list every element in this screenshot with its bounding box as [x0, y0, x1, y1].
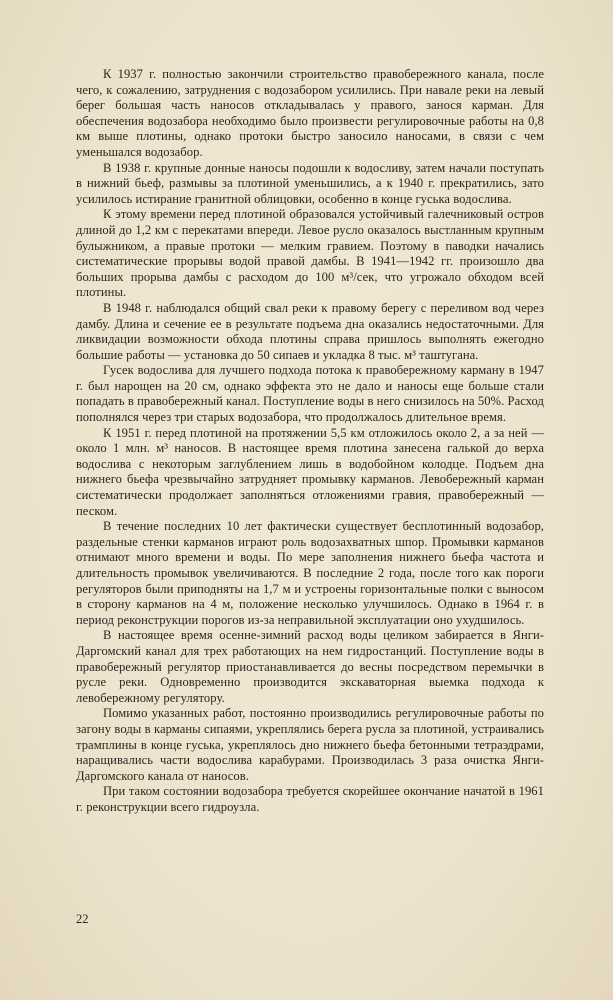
paragraph-8: В настоящее время осенне-зимний расход воды целиком забирается в Янги-Даргомский канал для трех работающих на нем гидростанций. Поступление воды в правобережный регулятор приостанавливается до весны посредством перемычки в русле реки. Одновременно производится экскаваторная выемка подхода к левобережному регулятору.: [76, 628, 544, 705]
paragraph-1: К 1937 г. полностью закончили строительство правобережного канала, после чего, к сожалению, затруднения с водозабором усилились. При навале реки на левый берег большая часть наносов откладывалась у правого, занося карман. Для обеспечения водозабора необходимо было произвести регулировочные работы на 0,8 км выше плотины, однако протоки быстро заносило наносами, в связи с чем уменьшался водозабор.: [76, 67, 544, 159]
body-text: [76, 67, 544, 816]
paragraph-9: Помимо указанных работ, постоянно производились регулировочные работы по загону воды в карманы сипаями, укреплялись берега русла за плотиной, устраивались трамплины в конце гуська, укреплялось дно нижнего бьефа бетонными тетраэдрами, наращивались части водослива карабурами. Производилась 3 раза очистка Янги-Даргомского канала от наносов.: [76, 706, 544, 783]
paragraph-10: При таком состоянии водозабора требуется скорейшее окончание начатой в 1961 г. реконструкции всего гидроузла.: [76, 784, 544, 814]
paragraph-7: В течение последних 10 лет фактически существует бесплотинный водозабор, раздельные стенки карманов играют роль водозахватных шпор. Промывки карманов отнимают много времени и воды. По мере заполнения нижнего бьефа частота и длительность промывок увеличиваются. В последние 2 года, после того как пороги регуляторов были приподняты на 1,7 м и устроены горизонтальные полки с выносом в сторону карманов на 4 м, положение несколько улучшилось. Однако в 1964 г. в период реконструкции порогов из-за неправильной эксплуатации оно ухудшилось.: [76, 519, 544, 627]
paragraph-4: В 1948 г. наблюдался общий свал реки к правому берегу с переливом вод через дамбу. Длина и сечение ее в результате подъема дна оказались недостаточными. Для ликвидации возможности обхода плотины справа пришлось выполнять ежегодно большие работы — установка до 50 сипаев и укладка 8 тыс. м³ таштугана.: [76, 300, 544, 362]
page-number: 22: [76, 912, 89, 926]
paragraph-5: Гусек водослива для лучшего подхода потока к правобережному карману в 1947 г. был нарощен на 20 см, однако эффекта это не дало и наносы еще больше стали попадать в правобережный канал. Поступление воды в него снизилось на 50%. Расход пополнялся через три старых водозабора, что продолжалось длительное время.: [76, 363, 544, 425]
paragraph-6: К 1951 г. перед плотиной на протяжении 5,5 км отложилось около 2, а за ней — около 1 млн. м³ наносов. В настоящее время плотина занесена галькой до верха водослива с некоторым заглублением лишь в водобойном колодце. Подъем дна нижнего бьефа чрезвычайно затрудняет промывку карманов. Левобережный карман систематически продолжает заполняться отложениями гравия, правобережный — песком.: [76, 425, 544, 518]
paragraph-3: К этому времени перед плотиной образовался устойчивый галечниковый остров длиной до 1,2 км с перекатами впереди. Левое русло оказалось выстланным крупным булыжником, а правые протоки — мелким гравием. Поэтому в паводки начались систематические прорывы водой правой дамбы. В 1941—1942 гг. произошло два больших прорыва дамбы с расходом до 100 м³/сек, что угрожало обходом всей плотины.: [76, 207, 544, 300]
paragraph-2: В 1938 г. крупные донные наносы подошли к водосливу, затем начали поступать в нижний бьеф, размывы за плотиной уменьшились, а к 1940 г. прекратились, зато усилилось истирание гранитной облицовки, особенно в конце гуська водослива.: [76, 160, 544, 206]
